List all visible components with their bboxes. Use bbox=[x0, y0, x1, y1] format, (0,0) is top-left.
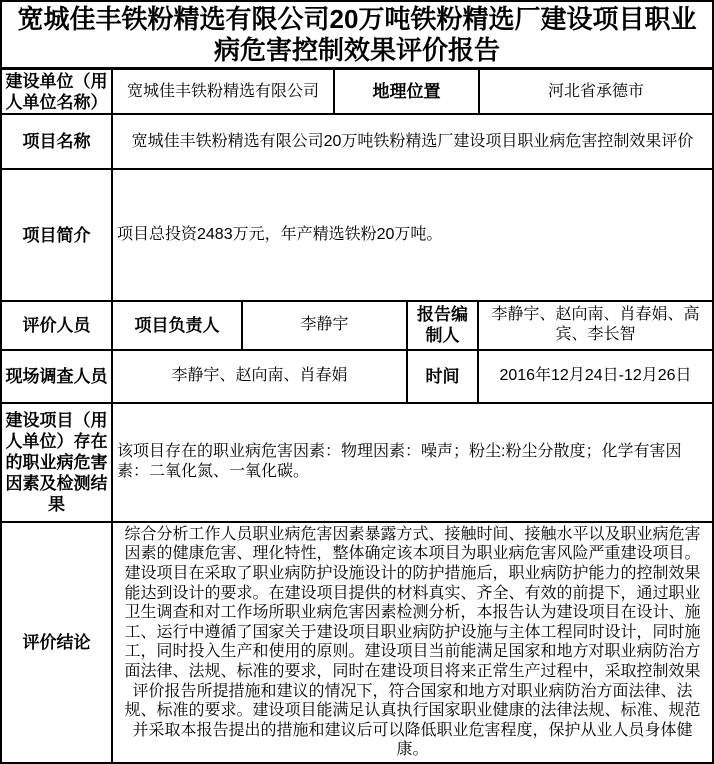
row-conclusion bbox=[2, 523, 712, 762]
time-label: 时间 bbox=[408, 351, 479, 402]
construction-unit-value: 宽城佳丰铁粉精选有限公司 bbox=[113, 70, 335, 113]
project-leader-value: 李静宇 bbox=[243, 302, 408, 349]
row-site-survey bbox=[2, 351, 712, 404]
hazard-factors-label: 建设项目（用人单位）存在的职业病危害因素及检测结果 bbox=[2, 404, 113, 521]
row-project-name bbox=[2, 115, 712, 170]
conclusion-paragraph-1: 综合分析工作人员职业病危害因素暴露方式、接触时间、接触水平以及职业病危害因素的健康危害、理化特性，整体确定该本项目为职业病危害风险严重建设项目。 bbox=[124, 525, 701, 563]
location-value: 河北省承德市 bbox=[547, 82, 644, 100]
row-hazard-factors bbox=[2, 404, 712, 523]
project-intro-label: 项目简介 bbox=[2, 170, 113, 300]
project-leader-label: 项目负责人 bbox=[113, 302, 243, 349]
row-construction-unit bbox=[2, 70, 712, 115]
site-survey-value: 李静宇、赵向南、肖春娟 bbox=[113, 351, 408, 402]
report-compilers-label: 报告编制人 bbox=[408, 302, 479, 349]
time-value: 2016年12月24日-12月26日 bbox=[499, 367, 692, 385]
project-name-label: 项目名称 bbox=[2, 115, 113, 168]
report-compilers-value: 李静宇、赵向南、肖春娟、高宾、李长智 bbox=[491, 306, 700, 344]
report-title: 宽城佳丰铁粉精选有限公司20万吨铁粉精选厂建设项目职业病危害控制效果评价报告 bbox=[2, 2, 712, 70]
construction-unit-label: 建设单位（用人单位名称） bbox=[2, 70, 113, 113]
hazard-factors-value: 该项目存在的职业病危害因素：物理因素：噪声；粉尘:粉尘分散度；化学有害因素：二氧化氮、一氧化碳。 bbox=[117, 443, 682, 481]
project-intro-value: 项目总投资2483万元，年产精选铁粉20万吨。 bbox=[117, 226, 443, 244]
site-survey-label: 现场调查人员 bbox=[2, 351, 113, 402]
project-name-value: 宽城佳丰铁粉精选有限公司20万吨铁粉精选厂建设项目职业病危害控制效果评价 bbox=[131, 132, 694, 150]
row-evaluators bbox=[2, 302, 712, 351]
conclusion-label: 评价结论 bbox=[2, 523, 113, 762]
conclusion-paragraph-2: 建设项目在采取了职业病防护设施设计的防护措施后，职业病防护能力的控制效果能达到设计的要求。在建设项目提供的材料真实、齐全、有效的前提下，通过职业卫生调查和对工作场所职业病危害因素检测分析，本报告认为建设项目在设计、施工、运行中遵循了国家关于建设项目职业病防护设施与主体工程同时设计，同时施工，同时投入生产和使用的原则。建设项目当前能满足国家和地方对职业病防治方面法律、法规、标准的要求，同时在建设项目将来正常生产过程中，采取控制效果评价报告所提措施和建议的情况下，符合国家和地方对职业病防治方面法律、法规、标准的要求。建设项目能满足认真执行国家职业健康的法律法规、标准、规范并采取本报告提出的措施和建议后可以降低职业危害程度，保护从业人员身体健康。 bbox=[124, 565, 701, 759]
evaluators-label: 评价人员 bbox=[2, 302, 113, 349]
conclusion-value bbox=[113, 523, 712, 762]
row-project-intro bbox=[2, 170, 712, 302]
location-label: 地理位置 bbox=[335, 70, 480, 113]
